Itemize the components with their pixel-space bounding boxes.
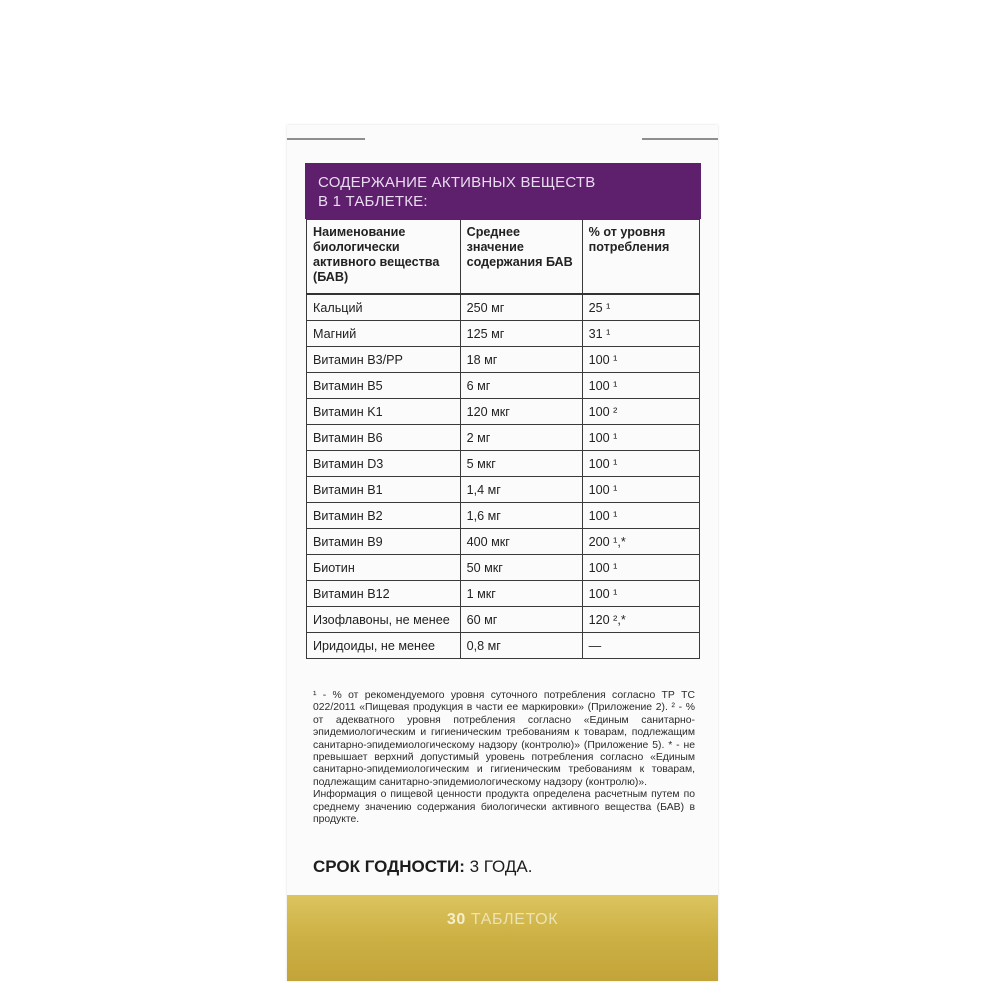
cell-name: Магний bbox=[307, 321, 461, 347]
cell-percent: 120 ²,* bbox=[582, 607, 699, 633]
cell-amount: 5 мкг bbox=[460, 451, 582, 477]
cell-percent: 31 ¹ bbox=[582, 321, 699, 347]
table-row bbox=[307, 347, 700, 373]
cell-percent: — bbox=[582, 633, 699, 659]
footnotes bbox=[313, 690, 695, 826]
table-row bbox=[307, 607, 700, 633]
cell-name: Витамин B6 bbox=[307, 425, 461, 451]
section-title bbox=[318, 173, 688, 211]
table-body bbox=[307, 294, 700, 659]
shelf-life-label: СРОК ГОДНОСТИ: bbox=[313, 857, 465, 876]
cell-percent: 25 ¹ bbox=[582, 294, 699, 321]
tablet-count-unit: ТАБЛЕТОК bbox=[465, 911, 559, 928]
cell-percent: 100 ¹ bbox=[582, 555, 699, 581]
cell-name: Витамин B5 bbox=[307, 373, 461, 399]
section-title-line2: В 1 ТАБЛЕТКЕ: bbox=[318, 193, 428, 210]
cell-amount: 1,6 мг bbox=[460, 503, 582, 529]
cell-percent: 100 ¹ bbox=[582, 451, 699, 477]
tablet-count-number: 30 bbox=[446, 911, 466, 928]
cell-name: Витамин K1 bbox=[307, 399, 461, 425]
cell-amount: 125 мг bbox=[460, 321, 582, 347]
table-row bbox=[307, 555, 700, 581]
cell-name: Кальций bbox=[307, 294, 461, 321]
cell-name: Витамин B3/PP bbox=[307, 347, 461, 373]
table-row bbox=[307, 581, 700, 607]
cell-amount: 120 мкг bbox=[460, 399, 582, 425]
column-header-percent: % от уровня потребления bbox=[582, 220, 699, 295]
table-row bbox=[307, 373, 700, 399]
cell-name: Витамин D3 bbox=[307, 451, 461, 477]
cell-percent: 100 ¹ bbox=[582, 373, 699, 399]
shelf-life-value: 3 ГОДА. bbox=[464, 857, 533, 876]
gold-band bbox=[287, 895, 718, 981]
cell-percent: 100 ¹ bbox=[582, 477, 699, 503]
shelf-life bbox=[313, 857, 693, 877]
cell-name: Витамин B1 bbox=[307, 477, 461, 503]
table-row bbox=[307, 451, 700, 477]
table-row bbox=[307, 425, 700, 451]
nutrition-info-text: Информация о пищевой ценности продукта определена расчетным путем по среднему значению содержания биологически активного вещества (БАВ) в продукте. bbox=[313, 789, 695, 826]
table-row bbox=[307, 321, 700, 347]
section-title-line1: СОДЕРЖАНИЕ АКТИВНЫХ ВЕЩЕСТВ bbox=[318, 174, 596, 191]
cell-name: Витамин B12 bbox=[307, 581, 461, 607]
cell-percent: 100 ¹ bbox=[582, 581, 699, 607]
cell-percent: 100 ¹ bbox=[582, 425, 699, 451]
table-header-row bbox=[307, 220, 700, 295]
cell-amount: 250 мг bbox=[460, 294, 582, 321]
tablet-count bbox=[287, 911, 718, 929]
cell-name: Иридоиды, не менее bbox=[307, 633, 461, 659]
cell-percent: 100 ¹ bbox=[582, 503, 699, 529]
table-row bbox=[307, 529, 700, 555]
cell-amount: 50 мкг bbox=[460, 555, 582, 581]
cell-amount: 1 мкг bbox=[460, 581, 582, 607]
table-row bbox=[307, 399, 700, 425]
cell-percent: 200 ¹,* bbox=[582, 529, 699, 555]
table-row bbox=[307, 633, 700, 659]
cell-amount: 60 мг bbox=[460, 607, 582, 633]
cell-amount: 0,8 мг bbox=[460, 633, 582, 659]
table-row bbox=[307, 294, 700, 321]
active-substances-table bbox=[306, 219, 700, 659]
cell-name: Изофлавоны, не менее bbox=[307, 607, 461, 633]
table-row bbox=[307, 503, 700, 529]
cell-amount: 18 мг bbox=[460, 347, 582, 373]
cell-name: Витамин B2 bbox=[307, 503, 461, 529]
cell-percent: 100 ¹ bbox=[582, 347, 699, 373]
footnote-text: ¹ - % от рекомендуемого уровня суточного потребления согласно ТР ТС 022/2011 «Пищевая продукция в части ее маркировки» (Приложение 2). ² - % от адекватного уровня потребления согласно «Единым санитарно-эпидемиологическим и гигиеническим требованиям к товарам, подлежащим санитарно-эпидемиологическому надзору (контролю)» (Приложение 5). * - не превышает верхний допустимый уровень потребления согласно «Единым санитарно-эпидемиологическим и гигиеническим требованиям к товарам, подлежащим санитарно-эпидемиологическому надзору (контролю)». bbox=[313, 690, 695, 788]
cell-name: Биотин bbox=[307, 555, 461, 581]
cell-percent: 100 ² bbox=[582, 399, 699, 425]
cell-amount: 6 мг bbox=[460, 373, 582, 399]
table-row bbox=[307, 477, 700, 503]
top-fold-line-left bbox=[287, 138, 365, 140]
cell-amount: 400 мкг bbox=[460, 529, 582, 555]
column-header-amount: Среднее значение содержания БАВ bbox=[460, 220, 582, 295]
column-header-name: Наименование биологически активного вещества (БАВ) bbox=[307, 220, 461, 295]
top-fold-line-right bbox=[642, 138, 718, 140]
cell-amount: 1,4 мг bbox=[460, 477, 582, 503]
cell-amount: 2 мг bbox=[460, 425, 582, 451]
cell-name: Витамин B9 bbox=[307, 529, 461, 555]
